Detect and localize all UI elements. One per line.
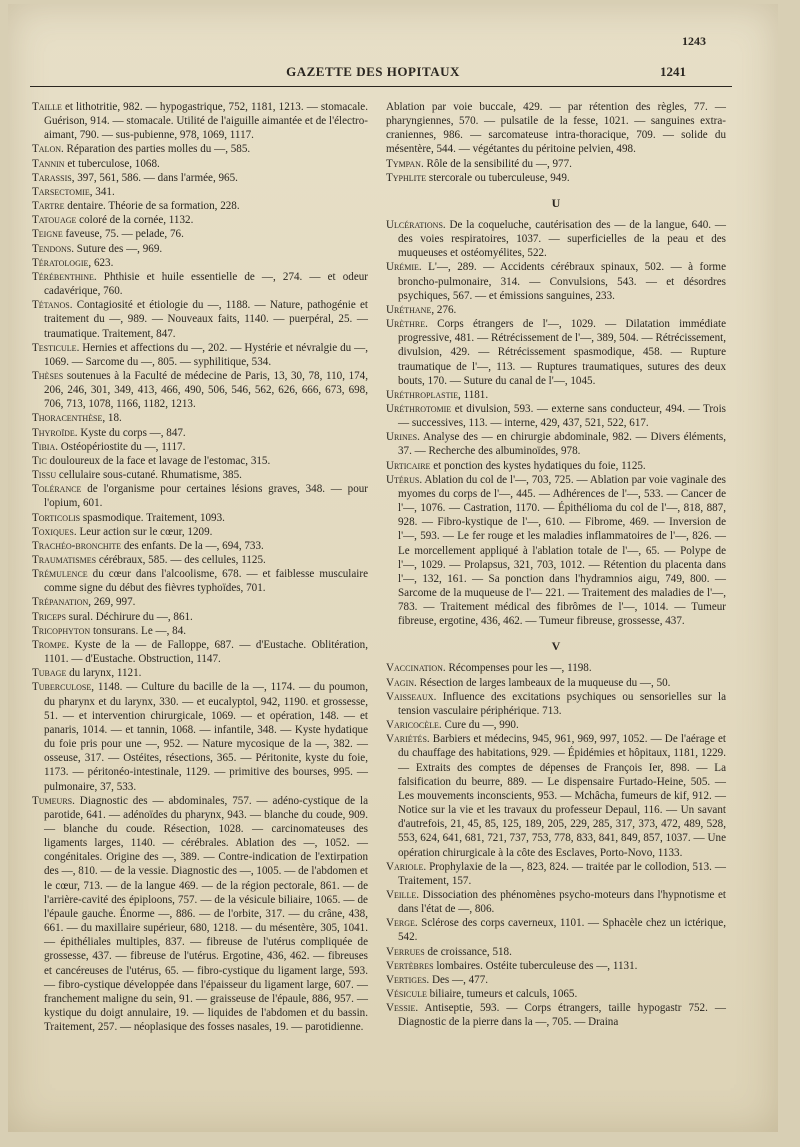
- index-text: , 1181.: [458, 388, 489, 401]
- header-rule: [30, 86, 732, 87]
- index-entry: [386, 945, 726, 959]
- index-entry: [386, 676, 726, 690]
- page-sheet: [8, 4, 778, 1132]
- index-entry: [32, 100, 368, 142]
- index-text: coloré de la cornée, 1132.: [76, 214, 194, 227]
- index-text: , 269, 997.: [88, 596, 136, 609]
- index-text: de croissance, 518.: [424, 945, 512, 958]
- index-text: . Antiseptie, 593. — Corps étrangers, taille hypogastr 752. — Diagnostic de la pierre dans la —, 705. — Draina: [398, 1002, 726, 1029]
- index-text: . Leur action sur le cœur, 1209.: [73, 525, 213, 538]
- index-term: Térébenthine: [32, 270, 94, 283]
- page-number: 1241: [660, 64, 686, 79]
- index-text: de l'organisme pour certaines lésions graves, 348. — pour l'opium, 601.: [44, 483, 368, 510]
- index-term: Verge: [386, 917, 415, 930]
- index-text: cérébraux, 585. — des cellules, 1125.: [96, 554, 266, 566]
- index-entry: [32, 539, 368, 553]
- index-term: Thyroïde: [32, 426, 75, 439]
- index-text: . Récompenses pour les —, 1198.: [442, 662, 592, 675]
- index-term: Variétés: [386, 733, 427, 746]
- index-text: . Cure du —, 990.: [438, 719, 519, 732]
- index-entry: [32, 157, 368, 171]
- index-entry: [32, 199, 368, 213]
- index-text: . Réparation des parties molles du —, 585.: [61, 143, 251, 156]
- index-entry: [386, 987, 726, 1001]
- continuation-entry: Ablation par voie buccale, 429. — par rétention des règles, 77. — pharyngiennes, 570. — pulsatile de la fesse, 1021. — sanguines extra-craniennes, 986. — sarcomateuse intra-thoracique, 709. — solide du mésentère, 544. — végétantes du péritoine pelvien, 498.: [386, 101, 726, 156]
- index-entry: [386, 690, 726, 718]
- index-term: Vésicule: [386, 988, 427, 1001]
- section-letter-u: U: [551, 195, 561, 210]
- index-entry: [386, 430, 726, 458]
- page-title: GAZETTE DES HOPITAUX: [286, 64, 460, 79]
- index-entry: [32, 171, 368, 185]
- index-term: Trémulence: [32, 568, 88, 581]
- index-text: . Dissociation des phénomènes psycho-moteurs dans l'hypnotisme et dans l'état de —, 806.: [398, 888, 726, 916]
- index-term: Tic: [32, 454, 47, 467]
- index-text: du cœur dans l'alcoolisme, 678. — et faiblesse musculaire comme signe du début des fièvres typhoïdes, 701.: [44, 568, 368, 595]
- index-term: Vagin: [386, 676, 415, 689]
- index-text: dentaire. Théorie de sa formation, 228.: [64, 200, 240, 213]
- t-entries: [386, 157, 726, 185]
- index-text: . L'—, 289. — Accidents cérébraux spinaux, 502. — à forme broncho-pulmonaire, 314. — Convulsions, 543. — et désordres psychiques, 567. — et émissions sanguines, 233.: [398, 261, 726, 302]
- index-text: biliaire, tumeurs et calculs, 1065.: [426, 988, 578, 1001]
- index-text: . Phthisie et huile essentielle de —, 274. — et odeur cadavérique, 760.: [44, 270, 368, 298]
- index-term: Veille: [386, 888, 417, 901]
- index-term: Tannin: [32, 157, 65, 170]
- index-text: douloureux de la face et lavage de l'estomac, 315.: [46, 454, 271, 467]
- v-entries: [386, 661, 726, 1029]
- index-entry: [32, 666, 368, 680]
- index-entry: [32, 227, 368, 241]
- index-term: Tarsectomie: [32, 185, 90, 198]
- index-text: , 1148. — Culture du bacille de la —, 1174. — du poumon, du pharynx et du larynx, 330. — et eucalyptol, 942, 1190. et grossesse, 51. — et intervention chirurgicale, 1069. — et opération, 148. — et panaris, 1014. — et tannin, 1068. — infantile, 348. — Kyste hydatique du foie pris pour une —, 952. — Nature mycosique de la —, 382. — osseuse, 317. — Ostéites, résections, 365. — Péritonite, kyste du foie, 1173. — péritonéo-intestinale, 1129. — primitive des bourses, 995. — pulmonaire, 37, 533.: [44, 681, 368, 793]
- index-text: stercorale ou tuberculeuse, 949.: [426, 171, 570, 184]
- index-term: Tibia: [32, 440, 56, 453]
- index-entry: [32, 440, 368, 454]
- index-entry: [32, 298, 368, 340]
- index-term: Trépanation: [32, 596, 89, 609]
- index-term: Tératologie: [32, 256, 89, 269]
- index-term: Urines: [386, 431, 418, 444]
- index-text: . Kyste de la — de Falloppe, 687. — d'Eustache. Oblitération, 1101. — d'Eustache. Obstruction, 1147.: [44, 638, 368, 666]
- index-term: Talon: [32, 143, 61, 156]
- index-entry: [32, 185, 368, 199]
- index-term: Taille: [32, 101, 62, 113]
- index-term: Trachéo-bronchite: [32, 539, 122, 552]
- index-entry: [386, 860, 726, 888]
- index-text: . Prophylaxie de la —, 823, 824. — traitée par le collodion, 513. — Traitement, 157.: [398, 860, 726, 887]
- index-entry: [386, 973, 726, 987]
- index-text: , 341.: [89, 185, 115, 198]
- index-term: Utérus: [386, 473, 420, 486]
- right-column: [386, 100, 726, 1030]
- index-term: Tricophyton: [32, 624, 91, 637]
- index-entry: [386, 388, 726, 402]
- index-entry: [32, 624, 368, 638]
- index-entry: [32, 638, 368, 666]
- index-entry: [32, 525, 368, 539]
- left-column: [32, 100, 368, 1034]
- section-letter-v: V: [551, 639, 561, 654]
- index-text: . Corps étrangers de l'—, 1029. — Dilatation immédiate progressive, 481. — Rétrécissement de l'—, 389, 504. — Rétrécissement, divulsion, 429. — Rétrécissement spasmodique, 458. — Rupture traumatique de l'—, 113. — Ruptures traumatiques, sutures des deux bouts, 170. — Suture du canal de l'—, 1045.: [398, 318, 726, 387]
- index-term: Triceps: [32, 610, 66, 623]
- index-text: et lithotritie, 982. — hypogastrique, 752, 1181, 1213. — stomacale. Guérison, 914. — stomacale. Utilité de l'aiguille aimantée et de l'électro-aimant, 790. — sus-pubienne, 978, 1069, 1117.: [44, 101, 368, 142]
- index-entry: [386, 218, 726, 260]
- index-entry: [32, 411, 368, 425]
- index-term: Urèthre: [386, 318, 426, 331]
- page-number-top: 1243: [682, 34, 706, 48]
- index-term: Tympan: [386, 157, 421, 170]
- index-entry: [386, 473, 726, 629]
- index-term: Tatouage: [32, 214, 77, 227]
- index-term: Uréthrotomie: [386, 402, 452, 415]
- index-entry: [32, 369, 368, 411]
- index-entry: [386, 732, 726, 859]
- index-entry: [386, 171, 726, 185]
- index-term: Testicule: [32, 341, 77, 354]
- index-term: Toxiques: [32, 525, 74, 538]
- index-text: , 18.: [102, 412, 122, 425]
- index-text: . Suture des —, 969.: [71, 242, 163, 255]
- index-entry: [386, 916, 726, 944]
- index-text: des enfants. De la —, 694, 733.: [121, 539, 264, 552]
- index-entry: [32, 213, 368, 227]
- index-term: Teigne: [32, 228, 63, 241]
- index-entry: [386, 459, 726, 473]
- index-text: . Hernies et affections du —, 202. — Hystérie et névralgie du —, 1069. — Sarcome du —, 805. — syphilitique, 534.: [44, 341, 368, 368]
- index-term: Trompe: [32, 638, 67, 651]
- index-text: sural. Déchirure du —, 861.: [65, 610, 193, 623]
- index-entry: [32, 454, 368, 468]
- index-term: Traumatismes: [32, 554, 97, 566]
- index-term: Varicocèle: [386, 719, 439, 732]
- index-entry: [32, 794, 368, 1035]
- index-term: Vaccination: [386, 662, 443, 675]
- index-entry: [386, 718, 726, 732]
- index-text: lombaires. Ostéite tuberculeuse des —, 1131.: [433, 959, 638, 972]
- index-term: Vessie: [386, 1002, 416, 1015]
- index-text: . Rôle de la sensibilité du —, 977.: [420, 157, 572, 170]
- index-entry: [32, 482, 368, 510]
- index-term: Vertèbres: [386, 959, 434, 972]
- index-entry: [386, 888, 726, 916]
- index-term: Tartre: [32, 200, 65, 213]
- index-text: . Ablation du col de l'—, 703, 725. — Ablation par voie vaginale des myomes du corps de l'—, 445. — Adhérences de l'—, 533. — Cancer de l'—, 1076. — Castration, 1170. — Épithélioma du col de l'—, 818, 887, 928. — Fibro-kystique de l'—, 610. — Fibrome, 469. — Inversion de l'—, 593. — Le fer rouge et les maladies inflammatoires de l'—, 826. — Le morcellement appliqué à l'ablation totale de l'—, 65. — Polype de l'—, 1029. — Prolapsus, 321, 703, 1012. — Rétention du placenta dans l'—, 132, 161. — Sa ponction dans l'hydramnios aigu, 749, 800. — Sarcome de la muqueuse de l'— 221. — Traitement des maladies de l'—, 783. — Traitement médical des fibrômes de l'—, 1014. — Tumeur fibreuse, ergotine, 436, 462. — Tumeur fibreuse, grossesse, 437.: [398, 473, 726, 628]
- index-entry: [32, 426, 368, 440]
- index-entry: [386, 661, 726, 675]
- index-text: spasmodique. Traitement, 1093.: [80, 511, 225, 524]
- index-text: . Barbiers et médecins, 945, 961, 969, 997, 1052. — De l'aérage et du chauffage des habitations, 929. — Épidémies et hôpitaux, 1181, 1229. — Extraits des comptes de dépenses de François Ier, 898. — La falsification du beurre, 889. — Le dispensaire Furtado-Heine, 505. — Les mouvements inconscients, 953. — Mchâcha, fumeurs de kif, 912. — Notice sur la vie et les travaux du professeur Depaul, 116. — Un savant d'autrefois, 21, 45, 85, 125, 189, 205, 229, 285, 317, 373, 472, 489, 528, 553, 624, 641, 681, 721, 737, 753, 778, 833, 841, 849, 857, 1037. — Une opération chirurgicale à la côte des Esclaves, Porto-Novo, 1133.: [398, 733, 726, 859]
- index-term: Typhlite: [386, 171, 427, 184]
- index-term: Uréthane: [386, 303, 432, 316]
- index-term: Urémie: [386, 261, 419, 274]
- index-entry: [386, 157, 726, 171]
- index-term: Thoracenthèse: [32, 412, 103, 425]
- index-term: Verrues: [386, 945, 425, 958]
- u-entries: [386, 218, 726, 629]
- index-term: Variole: [386, 860, 424, 873]
- index-term: Tarassis: [32, 171, 72, 184]
- index-text: tonsurans. Le —, 84.: [90, 624, 187, 637]
- index-entry: [32, 595, 368, 609]
- index-text: . Ostéopériostite du —, 1117.: [55, 440, 186, 453]
- index-text: . Influence des excitations psychiques ou sensorielles sur la tension vasculaire périphérique. 713.: [398, 690, 726, 717]
- index-text: . Sclérose des corps caverneux, 1101. — Sphacèle chez un ictérique, 542.: [398, 917, 726, 944]
- index-entry: [32, 610, 368, 624]
- index-entry: [386, 317, 726, 388]
- index-text: faveuse, 75. — pelade, 76.: [62, 228, 184, 241]
- index-term: Ulcérations: [386, 218, 443, 231]
- index-entry: [32, 242, 368, 256]
- index-term: Tétanos: [32, 299, 70, 312]
- index-entry: [32, 553, 368, 567]
- index-term: Tolérance: [32, 483, 82, 496]
- index-text: et tuberculose, 1068.: [64, 157, 160, 170]
- index-text: . Contagiosité et étiologie du —, 1188. — Nature, pathogénie et traitement du —, 989. — Nouveaux faits, 1140. — puerpéral, 25. — traumatique. Traitement, 847.: [44, 299, 368, 340]
- index-entry: [32, 256, 368, 270]
- index-term: Thèses: [32, 369, 64, 382]
- index-text: . Des —, 477.: [426, 973, 489, 986]
- index-term: Tissu: [32, 469, 57, 482]
- index-entry: [32, 468, 368, 482]
- index-text: . Analyse des — en chirurgie abdominale, 982. — Divers éléments, 37. — Recherche des albuminoïdes, 978.: [398, 431, 726, 458]
- index-entry: [32, 341, 368, 369]
- index-entry: [386, 402, 726, 430]
- index-text: , 276.: [431, 303, 457, 316]
- index-term: Tuberculose: [32, 681, 92, 694]
- index-text: et ponction des kystes hydatiques du foie, 1125.: [430, 459, 646, 472]
- index-term: Tumeurs: [32, 794, 73, 807]
- index-entry: [386, 260, 726, 302]
- index-text: , 397, 561, 586. — dans l'armée, 965.: [71, 171, 238, 184]
- index-entry: [32, 142, 368, 156]
- index-term: Vaisseaux: [386, 690, 434, 703]
- index-entry: [386, 303, 726, 317]
- index-entry: [32, 511, 368, 525]
- index-term: Tendons: [32, 242, 72, 255]
- index-text: . De la coqueluche, cautérisation des — de la langue, 640. — des voies respiratoires, 1037. — superficielles de la peau et des muqueuses et ostéomyélites, 522.: [398, 218, 726, 260]
- index-text: soutenues à la Faculté de médecine de Paris, 13, 30, 78, 110, 174, 206, 246, 301, 349, 413, 466, 490, 506, 546, 562, 626, 666, 673, 698, 706, 713, 1078, 1166, 1182, 1213.: [44, 369, 368, 411]
- index-text: . Kyste du corps —, 847.: [74, 426, 186, 439]
- index-text: . Diagnostic des — abdominales, 757. — adéno-cystique de la parotide, 641. — adénoïdes du pharynx, 943. — blanche du coude, 909. — blanche du coude. Résection, 1028. — carcinomateuses des ligaments larges, 1140. — cérébrales. Ablation des —, 1052. — congénitales. Origine des —, 389. — Contre-indication de l'extirpation des —, 810. — de la vessie. Diagnostic des —, 1005. — de l'abdomen et le cœur, 713. — de la langue 469. — de la région pectorale, 861. — de l'arrière-cavité des épiploons, 757. — de la vésicule biliaire, 1065. — de l'épaule gauche. Énorme —, 886. — de l'orbite, 317. — du crâne, 438, 661. — du maxillaire supérieur, 680, 1218. — du mésentère, 305, 1041. — épithéliales multiples, 837. — fibreuse de l'utérus compliquée de grossesse, 437. — fibreuse de l'utérus. Ergotine, 436, 462. — fibreuses et cancéreuses de l'utérus, 65. — fibro-cystique du ligament large, 593. — fibro-cystique développée dans l'épaisseur du ligament large, 607. — franchement maligne du sein, 91. — graisseuse de l'épaule, 886, 957. — kystique du doigt annulaire, 19. — liquides de l'abdomen et du bassin. Traitement, 257. — néoplasique des fosses nasales, 19. — parotidienne.: [44, 794, 368, 1034]
- index-term: Torticolis: [32, 511, 81, 524]
- index-entry: [32, 680, 368, 793]
- index-text: du larynx, 1121.: [66, 667, 142, 680]
- index-term: Urticaire: [386, 459, 431, 472]
- index-term: Uréthroplastie: [386, 388, 459, 401]
- index-text: cellulaire sous-cutané. Rhumatisme, 385.: [56, 469, 242, 482]
- index-text: , 623.: [88, 256, 114, 269]
- index-entry: [386, 1001, 726, 1029]
- index-text: et divulsion, 593. — externe sans conducteur, 494. — Trois — successives, 113. — interne, 429, 437, 521, 522, 617.: [398, 402, 726, 430]
- index-term: Vertiges: [386, 973, 427, 986]
- index-entry: [386, 959, 726, 973]
- index-entry: [32, 567, 368, 595]
- index-term: Tubage: [32, 667, 67, 680]
- index-entry: [32, 270, 368, 298]
- index-text: . Résection de larges lambeaux de la muqueuse du —, 50.: [414, 676, 671, 689]
